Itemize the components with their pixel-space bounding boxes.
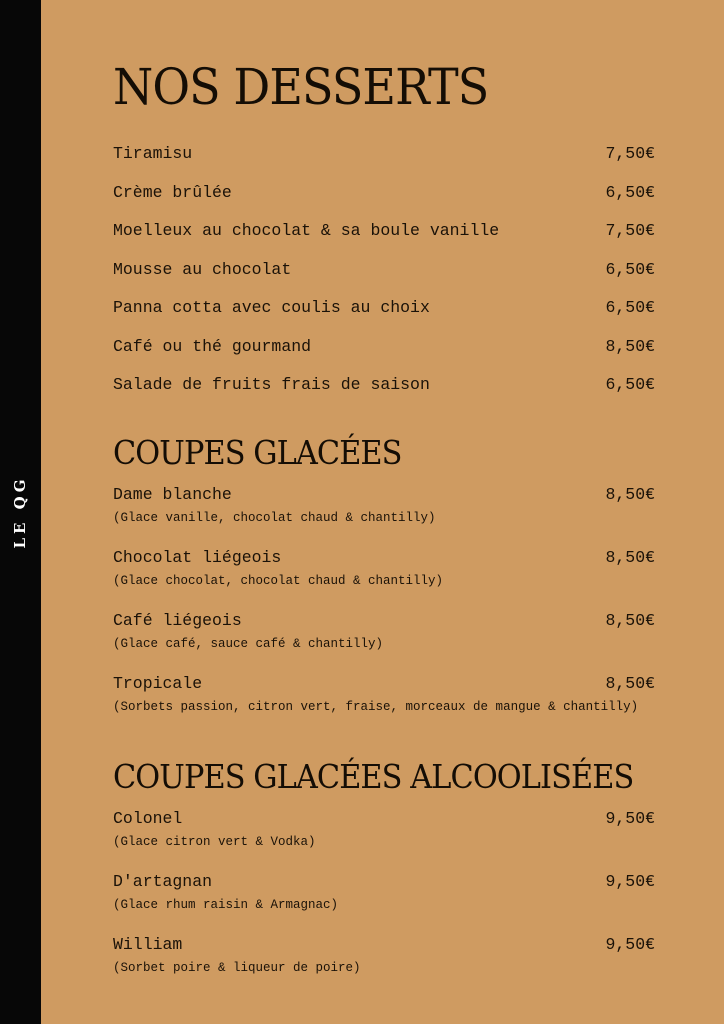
- item-description: (Glace citron vert & Vodka): [113, 835, 316, 849]
- item-description: (Glace chocolat, chocolat chaud & chantilly): [113, 574, 444, 588]
- item-price: 7,50€: [605, 221, 655, 240]
- item-price: 6,50€: [605, 375, 655, 394]
- item-name: Colonel: [113, 809, 183, 828]
- item-list: [113, 809, 655, 998]
- item-name: Crème brûlée: [113, 182, 232, 202]
- item-description: (Glace rhum raisin & Armagnac): [113, 898, 339, 912]
- item-price: 8,50€: [605, 674, 655, 693]
- menu-item: [113, 872, 655, 935]
- brand-logo: LE QG: [11, 475, 29, 549]
- item-list: [113, 144, 655, 414]
- section-title: COUPES GLACÉES: [113, 433, 402, 472]
- menu-item: [113, 548, 655, 611]
- menu-item: [113, 375, 655, 414]
- item-price: 6,50€: [605, 298, 655, 317]
- menu-item: [113, 260, 655, 299]
- item-name: William: [113, 935, 183, 954]
- item-name: Moelleux au chocolat & sa boule vanille: [113, 221, 500, 240]
- item-price: 8,50€: [605, 548, 655, 567]
- section-coupes-alcoolisees: [113, 757, 655, 998]
- sidebar: [0, 0, 41, 1024]
- menu-item: [113, 674, 655, 737]
- section-desserts: [113, 58, 655, 414]
- menu-item: [113, 485, 655, 548]
- menu-item: [113, 298, 655, 337]
- section-coupes-glacees: [113, 433, 655, 737]
- item-price: 6,50€: [605, 182, 655, 202]
- menu-item: [113, 144, 655, 183]
- item-description: (Sorbets passion, citron vert, fraise, morceaux de mangue & chantilly): [113, 700, 639, 714]
- item-list: [113, 485, 655, 737]
- item-name: Panna cotta avec coulis au choix: [113, 298, 430, 317]
- item-name: Salade de fruits frais de saison: [113, 375, 430, 394]
- item-name: Mousse au chocolat: [113, 259, 292, 279]
- item-description: (Glace café, sauce café & chantilly): [113, 637, 384, 651]
- item-price: 9,50€: [605, 935, 655, 954]
- item-name: D'artagnan: [113, 872, 213, 891]
- item-name: Chocolat liégeois: [113, 548, 282, 567]
- menu-item: [113, 611, 655, 674]
- item-price: 8,50€: [605, 336, 655, 356]
- item-name: Tropicale: [113, 674, 203, 693]
- item-description: (Sorbet poire & liqueur de poire): [113, 961, 361, 975]
- menu-item: [113, 183, 655, 222]
- item-description: (Glace vanille, chocolat chaud & chantilly): [113, 511, 436, 525]
- item-name: Café ou thé gourmand: [113, 336, 312, 356]
- item-name: Tiramisu: [113, 144, 193, 163]
- item-price: 7,50€: [605, 144, 655, 163]
- item-price: 8,50€: [605, 611, 655, 630]
- item-price: 6,50€: [605, 259, 655, 279]
- item-price: 9,50€: [605, 872, 655, 891]
- item-name: Café liégeois: [113, 611, 242, 630]
- section-title: COUPES GLACÉES ALCOOLISÉES: [113, 757, 634, 796]
- item-name: Dame blanche: [113, 485, 232, 504]
- menu-item: [113, 935, 655, 998]
- menu-item: [113, 221, 655, 260]
- menu-item: [113, 809, 655, 872]
- item-price: 8,50€: [605, 485, 655, 504]
- menu-item: [113, 337, 655, 376]
- item-price: 9,50€: [605, 809, 655, 828]
- section-title: NOS DESSERTS: [113, 58, 489, 116]
